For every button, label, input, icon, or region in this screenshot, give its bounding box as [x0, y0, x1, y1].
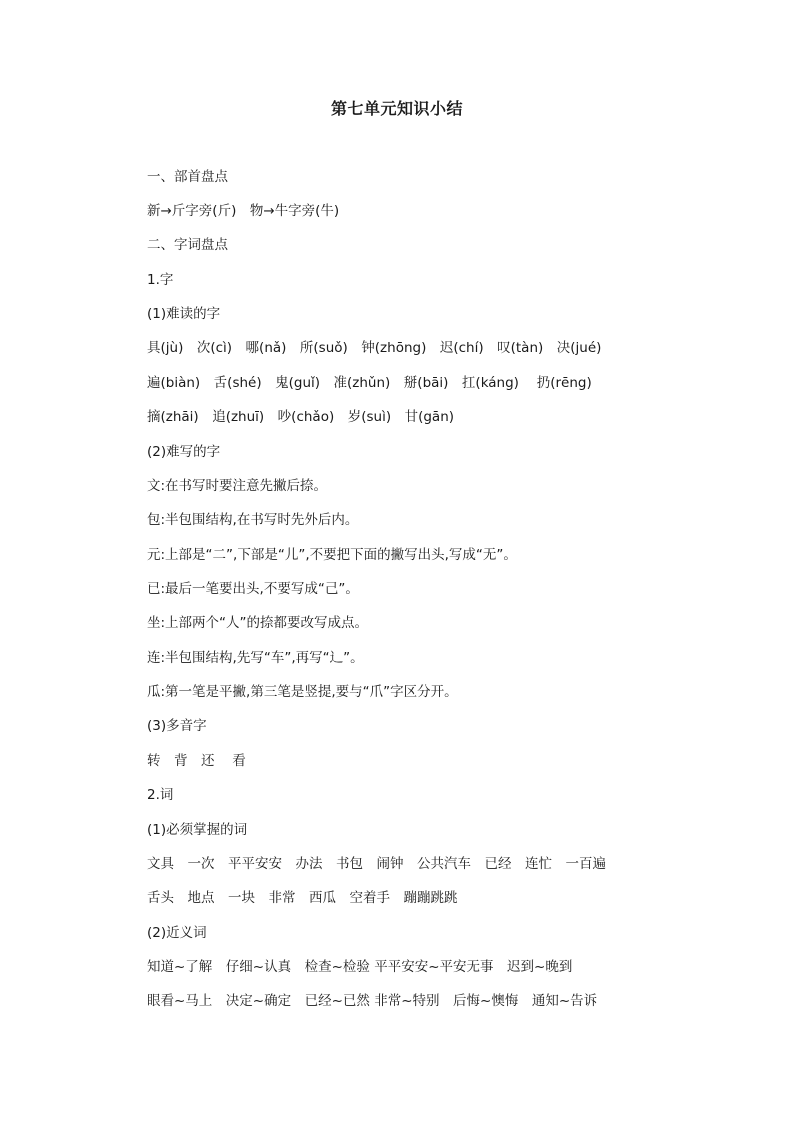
hard-to-write-lian: 连:半包围结构,先写“车”,再写“辶”。	[147, 650, 364, 666]
must-master-line-1: 文具 一次 平平安安 办法 书包 闹钟 公共汽车 已经 连忙 一百遍	[147, 856, 606, 872]
subheading-characters: 1.字	[147, 272, 174, 288]
synonyms-line-2: 眼看~马上 决定~确定 已经~已然 非常~特别 后悔~懊悔 通知~告诉	[147, 993, 598, 1009]
hard-to-read-line-2: 遍(biàn) 舌(shé) 鬼(guǐ) 准(zhǔn) 掰(bāi) 扛(káng) 扔(rēng)	[147, 375, 592, 391]
hard-to-write-yuan: 元:上部是“二”,下部是“儿”,不要把下面的撇写出头,写成“无”。	[147, 547, 517, 563]
subheading-words: 2.词	[147, 787, 174, 803]
hard-to-write-yi: 已:最后一笔要出头,不要写成“己”。	[147, 581, 359, 597]
hard-to-write-wen: 文:在书写时要注意先撇后捺。	[147, 478, 328, 494]
section-heading-characters-words: 二、字词盘点	[147, 237, 228, 253]
polyphonic-line: 转 背 还 看	[147, 753, 246, 769]
hard-to-write-bao: 包:半包围结构,在书写时先外后内。	[147, 512, 359, 528]
hard-to-read-line-3: 摘(zhāi) 追(zhuī) 吵(chǎo) 岁(suì) 甘(gān)	[147, 409, 455, 425]
radicals-line: 新→斤字旁(斤) 物→牛字旁(牛)	[147, 203, 340, 219]
subheading-polyphonic: (3)多音字	[147, 718, 207, 734]
hard-to-read-line-1: 具(jù) 次(cì) 哪(nǎ) 所(suǒ) 钟(zhōng) 迟(chí) 叹(tàn) 决(jué)	[147, 340, 602, 356]
section-heading-radicals: 一、部首盘点	[147, 169, 228, 185]
synonyms-line-1: 知道~了解 仔细~认真 检查~检验 平平安安~平安无事 迟到~晚到	[147, 959, 573, 975]
must-master-line-2: 舌头 地点 一块 非常 西瓜 空着手 蹦蹦跳跳	[147, 890, 458, 906]
page-title: 第七单元知识小结	[330, 99, 463, 118]
subheading-must-master: (1)必须掌握的词	[147, 822, 248, 838]
subheading-hard-to-write: (2)难写的字	[147, 444, 221, 460]
subheading-hard-to-read: (1)难读的字	[147, 306, 221, 322]
hard-to-write-gua: 瓜:第一笔是平撇,第三笔是竖提,要与“爪”字区分开。	[147, 684, 458, 700]
subheading-synonyms: (2)近义词	[147, 925, 207, 941]
hard-to-write-zuo: 坐:上部两个“人”的捺都要改写成点。	[147, 615, 369, 631]
